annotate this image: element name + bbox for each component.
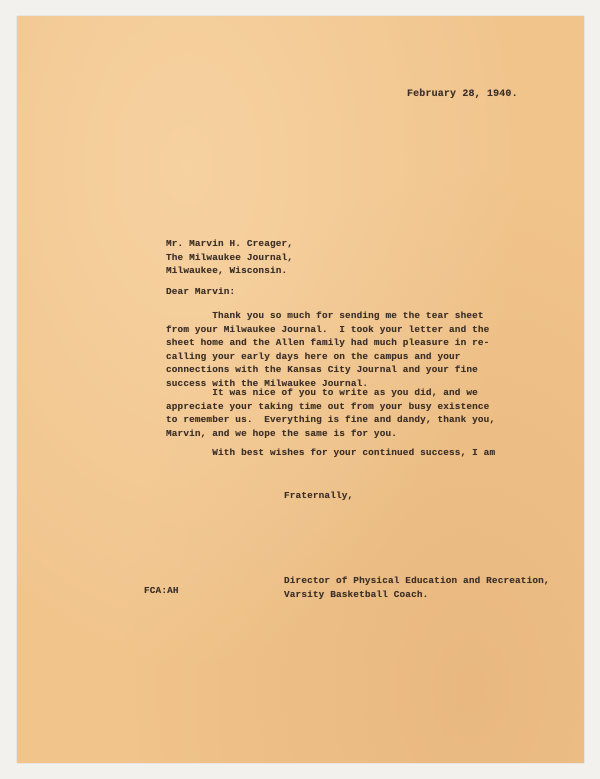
address-line: Milwaukee, Wisconsin. (166, 265, 288, 277)
signature-title-line: Varsity Basketball Coach. (284, 588, 429, 600)
paragraph-1 (166, 309, 489, 391)
paragraph-2 (166, 386, 495, 440)
body-line: sheet home and the Allen family had much pleasure in re- (166, 337, 490, 349)
recipient-address (166, 237, 293, 278)
body-line: appreciate your taking time out from your busy existence (166, 400, 490, 412)
body-line: from your Milwaukee Journal. I took your letter and the (166, 323, 490, 335)
address-line: The Milwaukee Journal, (166, 251, 294, 263)
reference-initials: FCA:AH (144, 585, 179, 596)
letter-page (17, 16, 584, 763)
body-line: to remember us. Everything is fine and dandy, thank you, (166, 414, 496, 426)
body-line: calling your early days here on the campus and your (166, 350, 461, 362)
body-line: success with the Milwaukee Journal. (166, 377, 369, 389)
body-line: Thank you so much for sending me the tear sheet (166, 310, 484, 321)
address-line: Mr. Marvin H. Creager, (166, 238, 294, 249)
signature-block (284, 574, 550, 601)
signature-title-line: Director of Physical Education and Recreation, (284, 575, 550, 586)
salutation: Dear Marvin: (166, 286, 236, 297)
body-line: connections with the Kansas City Journal and your fine (166, 364, 478, 376)
body-line: It was nice of you to write as you did, and we (166, 387, 478, 398)
letter-date: February 28, 1940. (407, 89, 518, 100)
complimentary-closing: Fraternally, (284, 490, 354, 501)
body-line: Marvin, and we hope the same is for you. (166, 427, 398, 439)
paragraph-3: With best wishes for your continued success, I am (166, 447, 496, 458)
